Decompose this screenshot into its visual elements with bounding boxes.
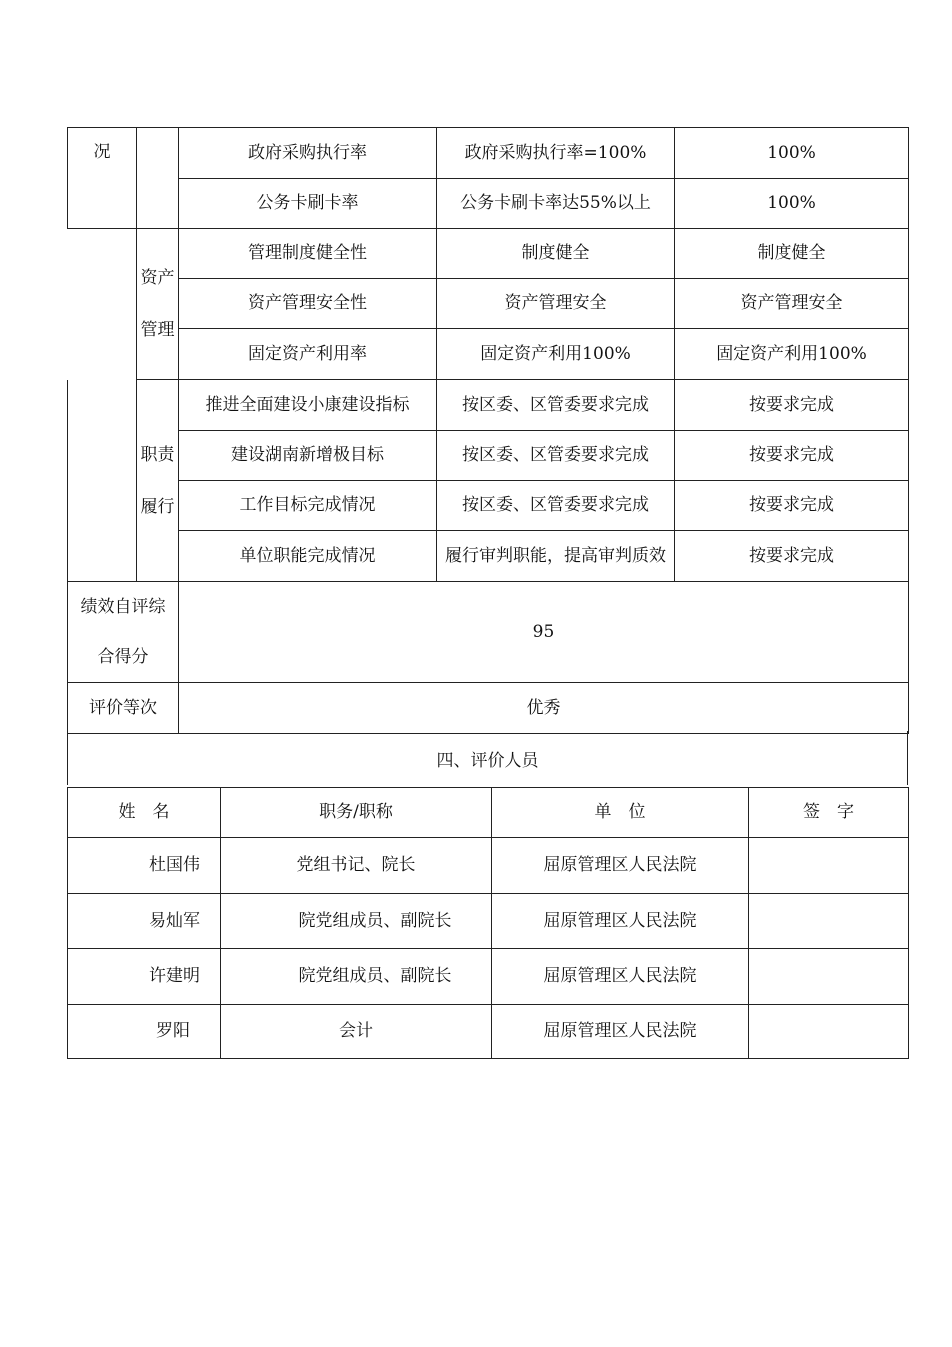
person-name: 罗阳 bbox=[68, 1005, 221, 1059]
actual-cell: 100% bbox=[675, 179, 909, 229]
person-signature bbox=[749, 894, 909, 949]
table-row bbox=[68, 1005, 909, 1059]
subcategory-cell-empty bbox=[137, 128, 179, 229]
indicator-cell: 推进全面建设小康建设指标 bbox=[179, 380, 437, 431]
indicator-cell: 管理制度健全性 bbox=[179, 229, 437, 279]
table-row bbox=[68, 329, 909, 380]
target-cell: 履行审判职能，提高审判质效 bbox=[437, 531, 675, 582]
table-row bbox=[68, 838, 909, 894]
score-label-cell bbox=[68, 582, 179, 683]
evaluation-table bbox=[67, 127, 909, 734]
table-row bbox=[68, 380, 909, 431]
section-title-text: 四、评价人员 bbox=[436, 750, 539, 771]
person-unit: 屈原管理区人民法院 bbox=[492, 894, 749, 949]
person-unit: 屈原管理区人民法院 bbox=[492, 838, 749, 894]
actual-cell: 固定资产利用100% bbox=[675, 329, 909, 380]
indicator-cell: 政府采购执行率 bbox=[179, 128, 437, 179]
actual-cell: 制度健全 bbox=[675, 229, 909, 279]
person-name: 杜国伟 bbox=[68, 838, 221, 894]
table-row bbox=[68, 128, 909, 179]
actual-cell: 100% bbox=[675, 128, 909, 179]
target-cell: 公务卡刷卡率达55%以上 bbox=[437, 179, 675, 229]
table-row bbox=[68, 179, 909, 229]
target-cell: 制度健全 bbox=[437, 229, 675, 279]
duty-group-cell bbox=[137, 380, 179, 582]
person-unit: 屈原管理区人民法院 bbox=[492, 1005, 749, 1059]
indicator-cell: 资产管理安全性 bbox=[179, 279, 437, 329]
asset-group-line: 资产 bbox=[140, 268, 175, 288]
target-cell: 按区委、区管委要求完成 bbox=[437, 380, 675, 431]
target-cell: 政府采购执行率=100% bbox=[437, 128, 675, 179]
score-label-line: 绩效自评综 bbox=[80, 597, 166, 617]
indicator-cell: 建设湖南新增极目标 bbox=[179, 431, 437, 481]
person-signature bbox=[749, 949, 909, 1005]
actual-cell: 按要求完成 bbox=[675, 380, 909, 431]
target-cell: 按区委、区管委要求完成 bbox=[437, 481, 675, 531]
header-title: 职务/职称 bbox=[221, 788, 492, 838]
duty-group-line: 履行 bbox=[140, 496, 175, 517]
indicator-cell: 工作目标完成情况 bbox=[179, 481, 437, 531]
person-title: 院党组成员、副院长 bbox=[221, 894, 492, 949]
grade-label: 评价等次 bbox=[68, 683, 179, 734]
actual-cell: 按要求完成 bbox=[675, 431, 909, 481]
category-continuation bbox=[68, 229, 137, 380]
actual-cell: 按要求完成 bbox=[675, 531, 909, 582]
table-row bbox=[68, 481, 909, 531]
section-title bbox=[67, 731, 908, 785]
header-name: 姓 名 bbox=[68, 788, 221, 838]
person-title: 会计 bbox=[221, 1005, 492, 1059]
grade-value: 优秀 bbox=[179, 683, 909, 734]
table-row bbox=[68, 279, 909, 329]
score-value: 95 bbox=[179, 582, 909, 683]
table-row bbox=[68, 894, 909, 949]
asset-group-line: 管理 bbox=[140, 320, 175, 340]
person-title: 党组书记、院长 bbox=[221, 838, 492, 894]
person-signature bbox=[749, 838, 909, 894]
target-cell: 资产管理安全 bbox=[437, 279, 675, 329]
table-row bbox=[68, 949, 909, 1005]
indicator-cell: 单位职能完成情况 bbox=[179, 531, 437, 582]
target-cell: 固定资产利用100% bbox=[437, 329, 675, 380]
duty-group-line: 职责 bbox=[140, 444, 175, 465]
evaluators-table bbox=[67, 787, 909, 1059]
actual-cell: 按要求完成 bbox=[675, 481, 909, 531]
table-row bbox=[68, 229, 909, 279]
grade-row bbox=[68, 683, 909, 734]
header-row bbox=[68, 788, 909, 838]
person-name: 易灿军 bbox=[68, 894, 221, 949]
category-continuation bbox=[68, 380, 137, 582]
person-unit: 屈原管理区人民法院 bbox=[492, 949, 749, 1005]
table-row bbox=[68, 431, 909, 481]
indicator-cell: 固定资产利用率 bbox=[179, 329, 437, 380]
actual-cell: 资产管理安全 bbox=[675, 279, 909, 329]
indicator-cell: 公务卡刷卡率 bbox=[179, 179, 437, 229]
header-unit: 单 位 bbox=[492, 788, 749, 838]
person-signature bbox=[749, 1005, 909, 1059]
person-title: 院党组成员、副院长 bbox=[221, 949, 492, 1005]
table-row bbox=[68, 531, 909, 582]
person-name: 许建明 bbox=[68, 949, 221, 1005]
score-row bbox=[68, 582, 909, 683]
target-cell: 按区委、区管委要求完成 bbox=[437, 431, 675, 481]
category-cell: 况 bbox=[68, 128, 137, 229]
asset-group-cell bbox=[137, 229, 179, 380]
score-label-line: 合得分 bbox=[97, 647, 149, 667]
header-signature: 签 字 bbox=[749, 788, 909, 838]
